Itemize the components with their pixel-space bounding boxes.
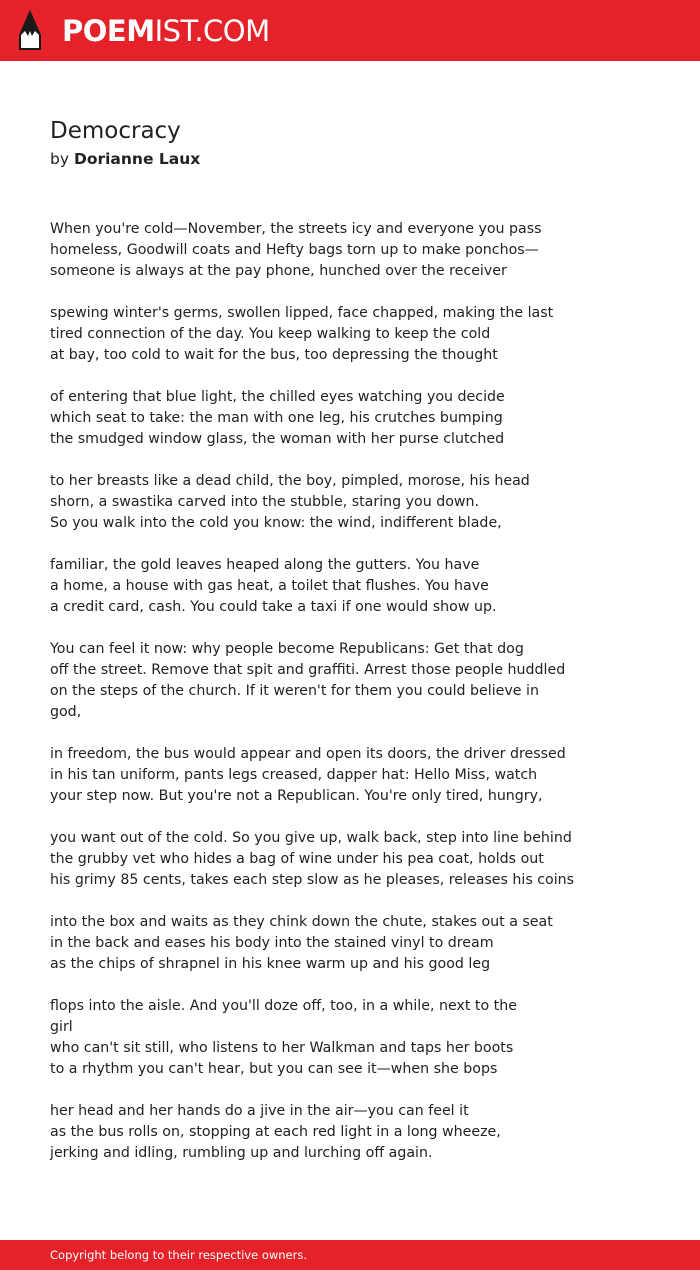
poem-line: spewing winter's germs, swollen lipped, face chapped, making the last: [50, 305, 554, 321]
stanza: [50, 303, 650, 366]
poem-line: his grimy 85 cents, takes each step slow as he pleases, releases his coins: [50, 872, 575, 888]
poem-line: So you walk into the cold you know: the wind, indifferent blade,: [50, 515, 502, 531]
poem-line: off the street. Remove that spit and graffiti. Arrest those people huddled: [50, 662, 566, 678]
stanza: [50, 639, 650, 723]
poem-line: the grubby vet who hides a bag of wine under his pea coat, holds out: [50, 851, 544, 867]
poem-line: into the box and waits as they chink down the chute, stakes out a seat: [50, 914, 553, 930]
poem-line: of entering that blue light, the chilled eyes watching you decide: [50, 389, 505, 405]
site-header: [0, 0, 700, 61]
poem-line: a credit card, cash. You could take a taxi if one would show up.: [50, 599, 497, 615]
poem-line: in his tan uniform, pants legs creased, dapper hat: Hello Miss, watch: [50, 767, 538, 783]
by-label: by: [50, 150, 70, 168]
poem-line: to her breasts like a dead child, the boy, pimpled, morose, his head: [50, 473, 530, 489]
poem-line: homeless, Goodwill coats and Hefty bags torn up to make ponchos—: [50, 242, 539, 258]
stanza: [50, 387, 650, 450]
poem-line: to a rhythm you can't hear, but you can see it—when she bops: [50, 1061, 498, 1077]
poem-line: you want out of the cold. So you give up, walk back, step into line behind: [50, 830, 572, 846]
poem-line: When you're cold—November, the streets icy and everyone you pass: [50, 221, 542, 237]
stanza: [50, 219, 650, 282]
poem-line: at bay, too cold to wait for the bus, too depressing the thought: [50, 347, 498, 363]
stanza: [50, 828, 650, 891]
poem-line: in the back and eases his body into the stained vinyl to dream: [50, 935, 494, 951]
poem-line: girl: [50, 1019, 73, 1035]
poem-line: tired connection of the day. You keep walking to keep the cold: [50, 326, 491, 342]
stanza: [50, 1101, 650, 1164]
poem-line: god,: [50, 704, 82, 720]
poem-line: which seat to take: the man with one leg, his crutches bumping: [50, 410, 503, 426]
poem-line: jerking and idling, rumbling up and lurching off again.: [50, 1145, 433, 1161]
logo-bold-text: POEM: [62, 14, 155, 48]
poem-line: the smudged window glass, the woman with her purse clutched: [50, 431, 505, 447]
poem-line: flops into the aisle. And you'll doze off, too, in a while, next to the: [50, 998, 517, 1014]
stanza: [50, 744, 650, 807]
logo-light-text: IST.COM: [154, 14, 270, 48]
poem-body: [50, 219, 650, 1185]
poem-line: a home, a house with gas heat, a toilet that flushes. You have: [50, 578, 489, 594]
stanza: [50, 912, 650, 975]
poem-line: familiar, the gold leaves heaped along the gutters. You have: [50, 557, 480, 573]
poem-line: as the chips of shrapnel in his knee warm up and his good leg: [50, 956, 491, 972]
poem-line: her head and her hands do a jive in the air—you can feel it: [50, 1103, 469, 1119]
poem-line: shorn, a swastika carved into the stubble, staring you down.: [50, 494, 480, 510]
author-name: Dorianne Laux: [73, 150, 201, 168]
poem-title: Democracy: [50, 118, 181, 144]
byline: [50, 150, 200, 168]
stanza: [50, 996, 650, 1080]
poem-line: on the steps of the church. If it weren't for them you could believe in: [50, 683, 539, 699]
pencil-tip-icon[interactable]: [17, 9, 43, 51]
poem-line: who can't sit still, who listens to her Walkman and taps her boots: [50, 1040, 514, 1056]
stanza: [50, 555, 650, 618]
poem-line: your step now. But you're not a Republican. You're only tired, hungry,: [50, 788, 543, 804]
poem-line: in freedom, the bus would appear and open its doors, the driver dressed: [50, 746, 566, 762]
site-logo[interactable]: [62, 12, 270, 50]
site-footer: [0, 1240, 700, 1270]
poem-line: You can feel it now: why people become Republicans: Get that dog: [50, 641, 524, 657]
copyright-text: Copyright belong to their respective owners.: [50, 1248, 308, 1262]
poem-line: as the bus rolls on, stopping at each red light in a long wheeze,: [50, 1124, 501, 1140]
stanza: [50, 471, 650, 534]
poem-line: someone is always at the pay phone, hunched over the receiver: [50, 263, 507, 279]
